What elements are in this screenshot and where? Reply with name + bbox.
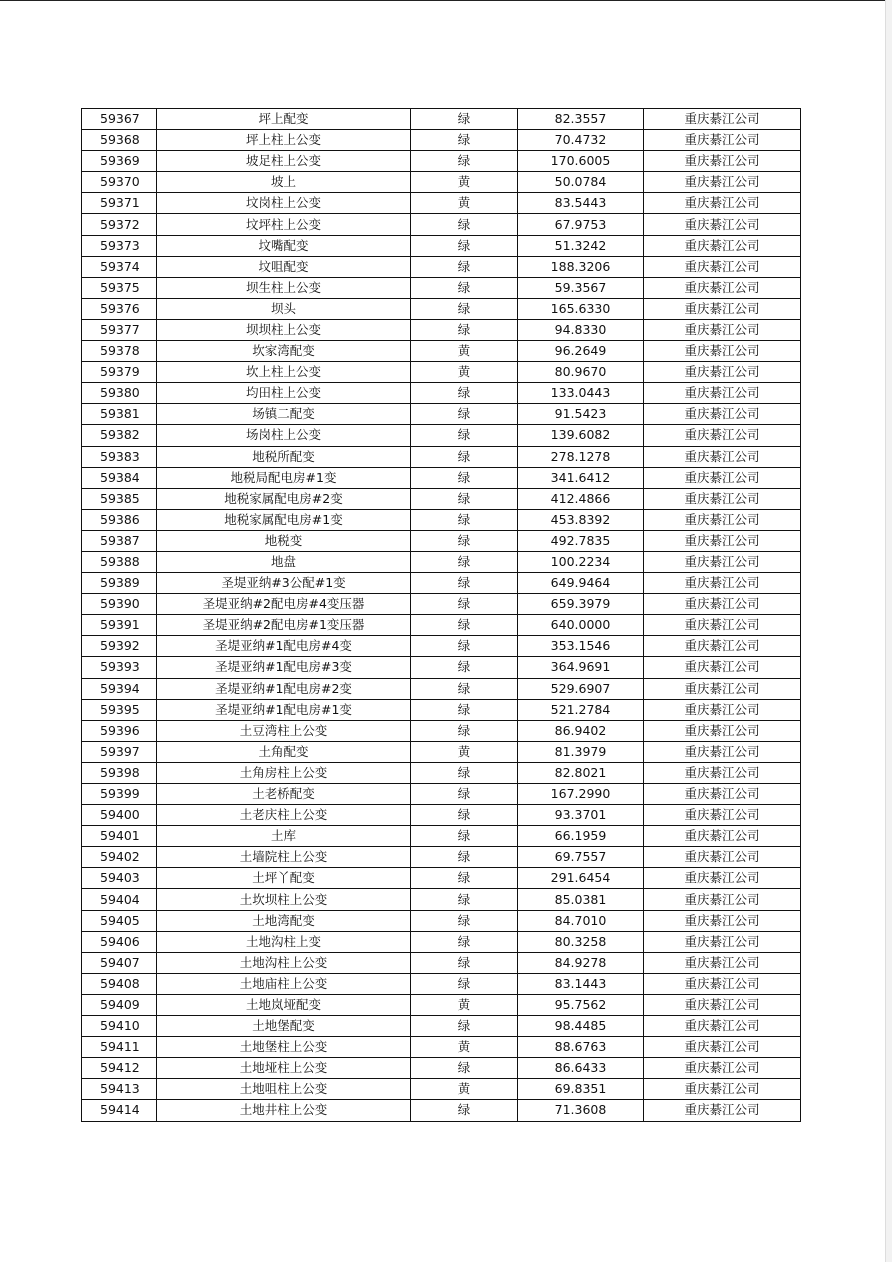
cell-value: 69.7557 — [518, 847, 644, 868]
cell-status: 绿 — [411, 615, 518, 636]
cell-company: 重庆綦江公司 — [644, 868, 801, 889]
table-row — [82, 594, 801, 615]
cell-name: 坝头 — [157, 298, 411, 319]
cell-status: 绿 — [411, 467, 518, 488]
cell-name: 土地井柱上公变 — [157, 1100, 411, 1121]
cell-id: 59380 — [82, 383, 157, 404]
table-row — [82, 931, 801, 952]
cell-name: 土库 — [157, 826, 411, 847]
cell-value: 278.1278 — [518, 446, 644, 467]
cell-value: 83.1443 — [518, 973, 644, 994]
cell-value: 659.3979 — [518, 594, 644, 615]
cell-company: 重庆綦江公司 — [644, 952, 801, 973]
cell-company: 重庆綦江公司 — [644, 446, 801, 467]
cell-value: 84.7010 — [518, 910, 644, 931]
table-row — [82, 699, 801, 720]
cell-status: 绿 — [411, 256, 518, 277]
cell-name: 土墙院柱上公变 — [157, 847, 411, 868]
cell-status: 绿 — [411, 805, 518, 826]
cell-status: 绿 — [411, 573, 518, 594]
cell-name: 坟岗柱上公变 — [157, 193, 411, 214]
cell-company: 重庆綦江公司 — [644, 973, 801, 994]
cell-company: 重庆綦江公司 — [644, 1037, 801, 1058]
table-row — [82, 1016, 801, 1037]
cell-company: 重庆綦江公司 — [644, 1058, 801, 1079]
cell-value: 51.3242 — [518, 235, 644, 256]
cell-company: 重庆綦江公司 — [644, 931, 801, 952]
cell-status: 绿 — [411, 551, 518, 572]
cell-name: 土地庙柱上公变 — [157, 973, 411, 994]
cell-name: 土地沟柱上公变 — [157, 952, 411, 973]
cell-value: 100.2234 — [518, 551, 644, 572]
cell-id: 59373 — [82, 235, 157, 256]
table-row — [82, 130, 801, 151]
cell-company: 重庆綦江公司 — [644, 214, 801, 235]
table-row — [82, 551, 801, 572]
cell-company: 重庆綦江公司 — [644, 1079, 801, 1100]
cell-status: 绿 — [411, 720, 518, 741]
cell-status: 绿 — [411, 109, 518, 130]
cell-value: 341.6412 — [518, 467, 644, 488]
cell-name: 土老庆柱上公变 — [157, 805, 411, 826]
cell-name: 坎上柱上公变 — [157, 362, 411, 383]
cell-id: 59387 — [82, 530, 157, 551]
table-row — [82, 383, 801, 404]
cell-name: 地税变 — [157, 530, 411, 551]
cell-company: 重庆綦江公司 — [644, 573, 801, 594]
table-row — [82, 214, 801, 235]
cell-name: 坎家湾配变 — [157, 341, 411, 362]
table-row — [82, 636, 801, 657]
table-row — [82, 446, 801, 467]
cell-status: 绿 — [411, 826, 518, 847]
cell-status: 绿 — [411, 1016, 518, 1037]
table-row — [82, 1079, 801, 1100]
cell-value: 50.0784 — [518, 172, 644, 193]
cell-company: 重庆綦江公司 — [644, 467, 801, 488]
page-right-edge — [885, 0, 892, 1262]
cell-company: 重庆綦江公司 — [644, 530, 801, 551]
table-row — [82, 193, 801, 214]
cell-id: 59388 — [82, 551, 157, 572]
cell-company: 重庆綦江公司 — [644, 594, 801, 615]
cell-value: 521.2784 — [518, 699, 644, 720]
cell-name: 圣堤亚纳#1配电房#2变 — [157, 678, 411, 699]
table-row — [82, 172, 801, 193]
cell-id: 59378 — [82, 341, 157, 362]
cell-id: 59377 — [82, 319, 157, 340]
table-row — [82, 530, 801, 551]
table-row — [82, 741, 801, 762]
cell-company: 重庆綦江公司 — [644, 235, 801, 256]
cell-value: 291.6454 — [518, 868, 644, 889]
cell-status: 绿 — [411, 889, 518, 910]
cell-id: 59414 — [82, 1100, 157, 1121]
cell-company: 重庆綦江公司 — [644, 847, 801, 868]
cell-company: 重庆綦江公司 — [644, 910, 801, 931]
table-row — [82, 404, 801, 425]
cell-value: 82.3557 — [518, 109, 644, 130]
cell-value: 69.8351 — [518, 1079, 644, 1100]
cell-status: 绿 — [411, 910, 518, 931]
cell-status: 黄 — [411, 193, 518, 214]
cell-name: 均田柱上公变 — [157, 383, 411, 404]
cell-status: 黄 — [411, 341, 518, 362]
cell-status: 绿 — [411, 678, 518, 699]
cell-id: 59379 — [82, 362, 157, 383]
cell-name: 土地湾配变 — [157, 910, 411, 931]
cell-company: 重庆綦江公司 — [644, 109, 801, 130]
cell-name: 土地堡柱上公变 — [157, 1037, 411, 1058]
cell-name: 圣堤亚纳#2配电房#4变压器 — [157, 594, 411, 615]
cell-id: 59367 — [82, 109, 157, 130]
cell-company: 重庆綦江公司 — [644, 298, 801, 319]
cell-id: 59400 — [82, 805, 157, 826]
cell-company: 重庆綦江公司 — [644, 1016, 801, 1037]
cell-id: 59409 — [82, 994, 157, 1015]
cell-id: 59389 — [82, 573, 157, 594]
cell-name: 坡足柱上公变 — [157, 151, 411, 172]
cell-status: 绿 — [411, 214, 518, 235]
cell-company: 重庆綦江公司 — [644, 720, 801, 741]
table-row — [82, 910, 801, 931]
cell-status: 绿 — [411, 657, 518, 678]
page-top-border — [0, 0, 892, 1]
table-row — [82, 847, 801, 868]
cell-value: 85.0381 — [518, 889, 644, 910]
cell-status: 绿 — [411, 699, 518, 720]
cell-status: 绿 — [411, 509, 518, 530]
table-row — [82, 678, 801, 699]
cell-company: 重庆綦江公司 — [644, 319, 801, 340]
cell-company: 重庆綦江公司 — [644, 889, 801, 910]
cell-id: 59384 — [82, 467, 157, 488]
cell-status: 黄 — [411, 1079, 518, 1100]
cell-status: 绿 — [411, 868, 518, 889]
cell-company: 重庆綦江公司 — [644, 551, 801, 572]
cell-company: 重庆綦江公司 — [644, 404, 801, 425]
cell-name: 圣堤亚纳#3公配#1变 — [157, 573, 411, 594]
cell-status: 绿 — [411, 1100, 518, 1121]
cell-company: 重庆綦江公司 — [644, 425, 801, 446]
table-row — [82, 973, 801, 994]
cell-company: 重庆綦江公司 — [644, 341, 801, 362]
cell-id: 59397 — [82, 741, 157, 762]
cell-name: 坪上柱上公变 — [157, 130, 411, 151]
cell-id: 59406 — [82, 931, 157, 952]
cell-name: 土角房柱上公变 — [157, 762, 411, 783]
cell-value: 453.8392 — [518, 509, 644, 530]
cell-status: 绿 — [411, 784, 518, 805]
cell-company: 重庆綦江公司 — [644, 699, 801, 720]
cell-value: 165.6330 — [518, 298, 644, 319]
table-row — [82, 235, 801, 256]
cell-id: 59402 — [82, 847, 157, 868]
cell-status: 绿 — [411, 488, 518, 509]
table-row — [82, 341, 801, 362]
cell-id: 59382 — [82, 425, 157, 446]
cell-id: 59371 — [82, 193, 157, 214]
table-row — [82, 805, 801, 826]
cell-value: 86.6433 — [518, 1058, 644, 1079]
cell-name: 土地岚垭配变 — [157, 994, 411, 1015]
cell-company: 重庆綦江公司 — [644, 488, 801, 509]
table-row — [82, 1037, 801, 1058]
cell-status: 绿 — [411, 151, 518, 172]
cell-name: 土坎坝柱上公变 — [157, 889, 411, 910]
cell-id: 59393 — [82, 657, 157, 678]
cell-id: 59386 — [82, 509, 157, 530]
cell-id: 59395 — [82, 699, 157, 720]
cell-status: 绿 — [411, 931, 518, 952]
cell-name: 土地沟柱上变 — [157, 931, 411, 952]
cell-id: 59413 — [82, 1079, 157, 1100]
table-row — [82, 868, 801, 889]
cell-value: 94.8330 — [518, 319, 644, 340]
cell-value: 95.7562 — [518, 994, 644, 1015]
cell-value: 80.9670 — [518, 362, 644, 383]
data-table — [81, 108, 801, 1122]
cell-id: 59391 — [82, 615, 157, 636]
cell-name: 圣堤亚纳#1配电房#4变 — [157, 636, 411, 657]
cell-status: 黄 — [411, 172, 518, 193]
cell-status: 绿 — [411, 530, 518, 551]
cell-status: 绿 — [411, 319, 518, 340]
cell-name: 坝坝柱上公变 — [157, 319, 411, 340]
cell-value: 93.3701 — [518, 805, 644, 826]
cell-company: 重庆綦江公司 — [644, 741, 801, 762]
table-row — [82, 784, 801, 805]
cell-id: 59390 — [82, 594, 157, 615]
cell-value: 353.1546 — [518, 636, 644, 657]
cell-name: 圣堤亚纳#1配电房#1变 — [157, 699, 411, 720]
cell-id: 59412 — [82, 1058, 157, 1079]
cell-id: 59411 — [82, 1037, 157, 1058]
table-row — [82, 298, 801, 319]
cell-company: 重庆綦江公司 — [644, 615, 801, 636]
cell-value: 529.6907 — [518, 678, 644, 699]
cell-company: 重庆綦江公司 — [644, 994, 801, 1015]
cell-id: 59404 — [82, 889, 157, 910]
cell-company: 重庆綦江公司 — [644, 1100, 801, 1121]
cell-name: 土角配变 — [157, 741, 411, 762]
cell-company: 重庆綦江公司 — [644, 784, 801, 805]
table-row — [82, 109, 801, 130]
cell-id: 59399 — [82, 784, 157, 805]
cell-status: 绿 — [411, 235, 518, 256]
cell-id: 59372 — [82, 214, 157, 235]
cell-id: 59374 — [82, 256, 157, 277]
cell-name: 场镇二配变 — [157, 404, 411, 425]
table-row — [82, 615, 801, 636]
cell-value: 66.1959 — [518, 826, 644, 847]
cell-value: 67.9753 — [518, 214, 644, 235]
cell-id: 59407 — [82, 952, 157, 973]
cell-id: 59376 — [82, 298, 157, 319]
cell-company: 重庆綦江公司 — [644, 362, 801, 383]
cell-status: 绿 — [411, 277, 518, 298]
cell-value: 139.6082 — [518, 425, 644, 446]
cell-status: 黄 — [411, 1037, 518, 1058]
cell-name: 坟嘴配变 — [157, 235, 411, 256]
cell-value: 80.3258 — [518, 931, 644, 952]
table-row — [82, 1058, 801, 1079]
cell-value: 70.4732 — [518, 130, 644, 151]
table-body — [82, 109, 801, 1122]
cell-status: 绿 — [411, 1058, 518, 1079]
cell-name: 地税家属配电房#2变 — [157, 488, 411, 509]
cell-id: 59405 — [82, 910, 157, 931]
table-row — [82, 467, 801, 488]
cell-name: 地税局配电房#1变 — [157, 467, 411, 488]
table-row — [82, 509, 801, 530]
cell-value: 412.4866 — [518, 488, 644, 509]
cell-value: 59.3567 — [518, 277, 644, 298]
cell-id: 59370 — [82, 172, 157, 193]
cell-id: 59398 — [82, 762, 157, 783]
cell-name: 坟坪柱上公变 — [157, 214, 411, 235]
cell-name: 场岗柱上公变 — [157, 425, 411, 446]
cell-company: 重庆綦江公司 — [644, 678, 801, 699]
cell-status: 绿 — [411, 425, 518, 446]
cell-company: 重庆綦江公司 — [644, 151, 801, 172]
cell-id: 59369 — [82, 151, 157, 172]
cell-company: 重庆綦江公司 — [644, 826, 801, 847]
cell-name: 坪上配变 — [157, 109, 411, 130]
cell-id: 59383 — [82, 446, 157, 467]
cell-company: 重庆綦江公司 — [644, 172, 801, 193]
cell-status: 绿 — [411, 130, 518, 151]
cell-company: 重庆綦江公司 — [644, 256, 801, 277]
cell-value: 649.9464 — [518, 573, 644, 594]
cell-status: 绿 — [411, 636, 518, 657]
cell-value: 170.6005 — [518, 151, 644, 172]
cell-name: 地税家属配电房#1变 — [157, 509, 411, 530]
cell-id: 59392 — [82, 636, 157, 657]
cell-name: 坟咀配变 — [157, 256, 411, 277]
cell-status: 绿 — [411, 952, 518, 973]
cell-name: 土地咀柱上公变 — [157, 1079, 411, 1100]
cell-value: 82.8021 — [518, 762, 644, 783]
cell-company: 重庆綦江公司 — [644, 636, 801, 657]
table-row — [82, 952, 801, 973]
table-row — [82, 826, 801, 847]
table-row — [82, 277, 801, 298]
cell-value: 83.5443 — [518, 193, 644, 214]
cell-value: 84.9278 — [518, 952, 644, 973]
cell-name: 土坪丫配变 — [157, 868, 411, 889]
cell-company: 重庆綦江公司 — [644, 509, 801, 530]
table-row — [82, 256, 801, 277]
cell-company: 重庆綦江公司 — [644, 277, 801, 298]
table-row — [82, 425, 801, 446]
table-row — [82, 573, 801, 594]
cell-name: 土豆湾柱上公变 — [157, 720, 411, 741]
cell-value: 98.4485 — [518, 1016, 644, 1037]
cell-name: 圣堤亚纳#1配电房#3变 — [157, 657, 411, 678]
cell-value: 640.0000 — [518, 615, 644, 636]
table-row — [82, 151, 801, 172]
cell-id: 59385 — [82, 488, 157, 509]
cell-company: 重庆綦江公司 — [644, 805, 801, 826]
cell-value: 86.9402 — [518, 720, 644, 741]
cell-status: 绿 — [411, 446, 518, 467]
cell-id: 59401 — [82, 826, 157, 847]
cell-company: 重庆綦江公司 — [644, 762, 801, 783]
cell-status: 黄 — [411, 362, 518, 383]
cell-name: 坡上 — [157, 172, 411, 193]
table-row — [82, 720, 801, 741]
cell-id: 59394 — [82, 678, 157, 699]
cell-company: 重庆綦江公司 — [644, 657, 801, 678]
cell-id: 59375 — [82, 277, 157, 298]
cell-status: 绿 — [411, 404, 518, 425]
cell-status: 绿 — [411, 973, 518, 994]
cell-id: 59410 — [82, 1016, 157, 1037]
cell-value: 188.3206 — [518, 256, 644, 277]
cell-id: 59368 — [82, 130, 157, 151]
cell-status: 绿 — [411, 383, 518, 404]
cell-company: 重庆綦江公司 — [644, 383, 801, 404]
cell-value: 167.2990 — [518, 784, 644, 805]
table-row — [82, 319, 801, 340]
table-row — [82, 994, 801, 1015]
cell-id: 59381 — [82, 404, 157, 425]
table-row — [82, 1100, 801, 1121]
cell-value: 364.9691 — [518, 657, 644, 678]
cell-value: 492.7835 — [518, 530, 644, 551]
cell-name: 圣堤亚纳#2配电房#1变压器 — [157, 615, 411, 636]
cell-id: 59408 — [82, 973, 157, 994]
cell-name: 地税所配变 — [157, 446, 411, 467]
cell-value: 91.5423 — [518, 404, 644, 425]
cell-name: 土地堡配变 — [157, 1016, 411, 1037]
cell-company: 重庆綦江公司 — [644, 193, 801, 214]
table-row — [82, 488, 801, 509]
cell-id: 59396 — [82, 720, 157, 741]
cell-value: 88.6763 — [518, 1037, 644, 1058]
cell-name: 坝生柱上公变 — [157, 277, 411, 298]
table-row — [82, 889, 801, 910]
cell-value: 96.2649 — [518, 341, 644, 362]
cell-status: 黄 — [411, 994, 518, 1015]
cell-value: 71.3608 — [518, 1100, 644, 1121]
table-row — [82, 657, 801, 678]
cell-company: 重庆綦江公司 — [644, 130, 801, 151]
table-row — [82, 362, 801, 383]
cell-status: 黄 — [411, 741, 518, 762]
cell-value: 81.3979 — [518, 741, 644, 762]
cell-id: 59403 — [82, 868, 157, 889]
cell-status: 绿 — [411, 762, 518, 783]
table-row — [82, 762, 801, 783]
cell-status: 绿 — [411, 594, 518, 615]
cell-status: 绿 — [411, 847, 518, 868]
cell-name: 土老桥配变 — [157, 784, 411, 805]
cell-name: 地盘 — [157, 551, 411, 572]
cell-name: 土地垭柱上公变 — [157, 1058, 411, 1079]
cell-status: 绿 — [411, 298, 518, 319]
cell-value: 133.0443 — [518, 383, 644, 404]
